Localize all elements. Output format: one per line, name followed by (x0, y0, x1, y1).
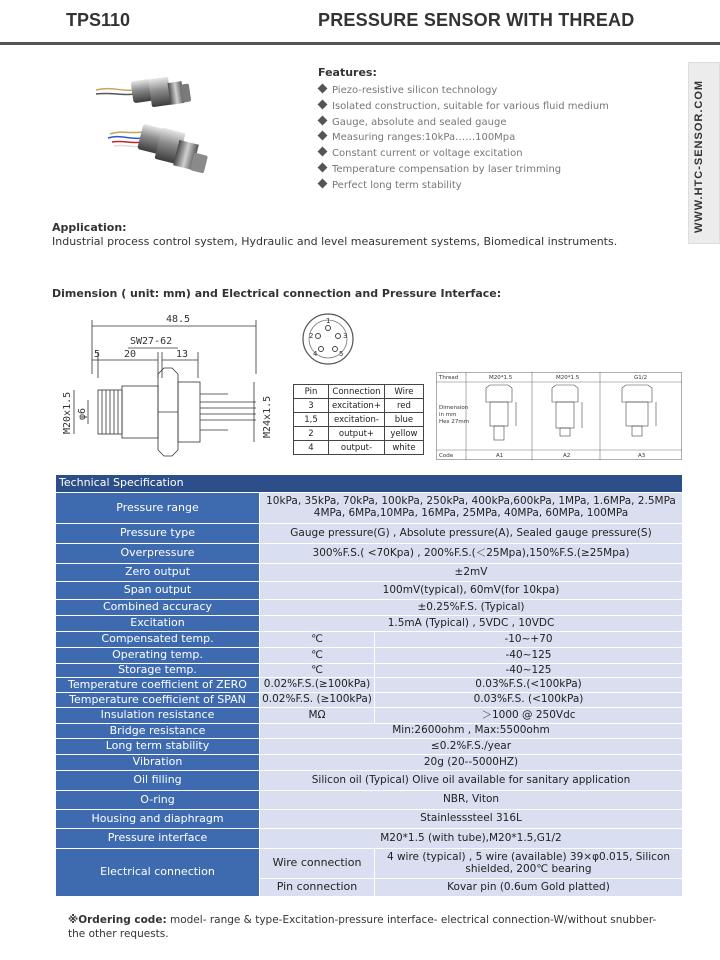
dim-bore-label: φ6 (77, 407, 88, 420)
table-row: Temperature coefficient of ZERO 0.02%F.S.(≥100kPa) 0.03%F.S.(<100kPa) (56, 678, 683, 693)
model-title: TPS110 (66, 10, 131, 30)
interface-thread-label: Thread (439, 375, 459, 381)
interface-table (436, 372, 682, 460)
table-row: 1,5 excitation- blue (294, 413, 424, 427)
dim-thread-right-label: M24x1.5 (262, 395, 273, 438)
pin-table-header: Pin Connection Wire (294, 385, 424, 399)
electrical-connection-label: Electrical connection (56, 849, 260, 897)
interface-code-2: A2 (563, 453, 571, 459)
table-row: Pin connection Kovar pin (0.6um Gold platted) (56, 879, 683, 897)
pin-table (293, 384, 424, 455)
features-list (318, 83, 609, 194)
dim-20-label: 20 (124, 349, 137, 360)
table-row: Insulation resistance MΩ ＞1000 @ 250Vdc (56, 708, 683, 724)
spec-title: Technical Specification (56, 475, 683, 493)
dim-hex-label: SW27-62 (130, 336, 173, 347)
table-row: 4 output- white (294, 441, 424, 455)
dim-5-label: 5 (94, 349, 101, 360)
bullet-diamond-icon (318, 131, 328, 141)
dimension-drawing (58, 308, 288, 458)
spec-table (55, 474, 683, 897)
table-row: Pressure type Gauge pressure(G) , Absolute pressure(A), Sealed gauge pressure(S) (56, 524, 683, 544)
dimension-title: Dimension ( unit: mm) and Electrical connection and Pressure Interface: (52, 287, 502, 300)
table-row: Zero output ±2mV (56, 564, 683, 582)
dim-overall-label: 48.5 (166, 314, 191, 325)
interface-code-1: A1 (496, 453, 504, 459)
table-row: O-ring NBR, Viton (56, 791, 683, 810)
table-row: Overpressure 300%F.S.( <70Kpa) , 200%F.S.(＜25Mpa),150%F.S.(≥25Mpa) (56, 544, 683, 564)
ordering-code-label: ※Ordering code: (68, 914, 167, 926)
table-row: Combined accuracy ±0.25%F.S. (Typical) (56, 600, 683, 616)
feature-item: Perfect long term stability (318, 178, 609, 194)
table-row: Temperature coefficient of SPAN 0.02%F.S. (≥100kPa) 0.03%F.S. (<100kPa) (56, 693, 683, 708)
pin-label-3: 3 (343, 332, 348, 340)
table-row: Storage temp. ℃ -40~125 (56, 664, 683, 678)
bullet-diamond-icon (318, 147, 328, 157)
pin-label-1: 1 (326, 317, 331, 325)
table-row: Bridge resistance Min:2600ohm , Max:5500ohm (56, 724, 683, 739)
bullet-diamond-icon (318, 115, 328, 125)
table-row: Excitation 1.5mA (Typical) , 5VDC , 10VDC (56, 616, 683, 632)
table-row: Operating temp. ℃ -40~125 (56, 648, 683, 664)
application-text: Industrial process control system, Hydraulic and level measurement systems, Biomedical instruments. (52, 235, 618, 248)
interface-col-1: M20*1.5 (489, 375, 513, 381)
website-text: WWW.HTC-SENSOR.COM (693, 79, 705, 233)
interface-dimension-sub2: Hex 27mm (439, 419, 470, 425)
table-row: Vibration 20g (20--5000HZ) (56, 755, 683, 771)
table-row: 3 excitation+ red (294, 399, 424, 413)
table-row: Oil filling Silicon oil (Typical) Olive oil available for sanitary application (56, 771, 683, 791)
bullet-diamond-icon (318, 99, 328, 109)
interface-dimension-sub1: in mm (439, 412, 457, 418)
feature-item: Measuring ranges:10kPa……100Mpa (318, 130, 609, 146)
interface-col-2: M20*1.5 (556, 375, 580, 381)
header-divider (0, 42, 720, 45)
feature-item: Temperature compensation by laser trimming (318, 162, 609, 178)
table-row: Span output 100mV(typical), 60mV(for 10kpa) (56, 582, 683, 600)
pin-label-4: 4 (313, 350, 318, 358)
bullet-diamond-icon (318, 178, 328, 188)
interface-code-3: A3 (638, 453, 646, 459)
pin-label-5: 5 (339, 350, 344, 358)
table-row: Long term stability ≤0.2%F.S./year (56, 739, 683, 755)
feature-item: Isolated construction, suitable for various fluid medium (318, 99, 609, 115)
spec-header-row (56, 475, 683, 493)
interface-col-3: G1/2 (634, 375, 648, 381)
ordering-code-text: model- range & type-Excitation-pressure interface- electrical connection-W/without snubber-the other requests. (68, 914, 657, 941)
feature-item: Constant current or voltage excitation (318, 146, 609, 162)
table-row: Compensated temp. ℃ -10~+70 (56, 632, 683, 648)
table-row: Pressure range 10kPa, 35kPa, 70kPa, 100kPa, 250kPa, 400kPa,600kPa, 1MPa, 1.6MPa, 2.5MPa 4MPa, 6MPa,10MPa, 16MPa, 25MPa, 40MPa, 60MPa, 100MPa (56, 493, 683, 524)
pin-label-2: 2 (309, 332, 314, 340)
product-photo (92, 68, 222, 196)
feature-item: Gauge, absolute and sealed gauge (318, 115, 609, 131)
feature-item: Piezo-resistive silicon technology (318, 83, 609, 99)
connector-diagram (300, 310, 356, 368)
application-title: Application: (52, 221, 127, 234)
interface-dimension-label: Dimension (439, 405, 469, 411)
dim-13-label: 13 (176, 349, 189, 360)
table-row: Electrical connection Wire connection 4 wire (typical) , 5 wire (available) 39×φ0.015, Silicon shielded, 200℃ bearing (56, 849, 683, 879)
bullet-diamond-icon (318, 84, 328, 94)
ordering-code (68, 913, 668, 941)
website-tab (688, 62, 720, 244)
page-title: PRESSURE SENSOR WITH THREAD (318, 10, 635, 30)
features-title: Features: (318, 66, 377, 79)
table-row: 2 output+ yellow (294, 427, 424, 441)
interface-code-label: Code (439, 453, 454, 459)
bullet-diamond-icon (318, 163, 328, 173)
dim-thread-left-label: M20x1.5 (62, 391, 73, 434)
table-row: Pressure interface M20*1.5 (with tube),M20*1.5,G1/2 (56, 829, 683, 849)
table-row: Housing and diaphragm Stainlesssteel 316L (56, 810, 683, 829)
